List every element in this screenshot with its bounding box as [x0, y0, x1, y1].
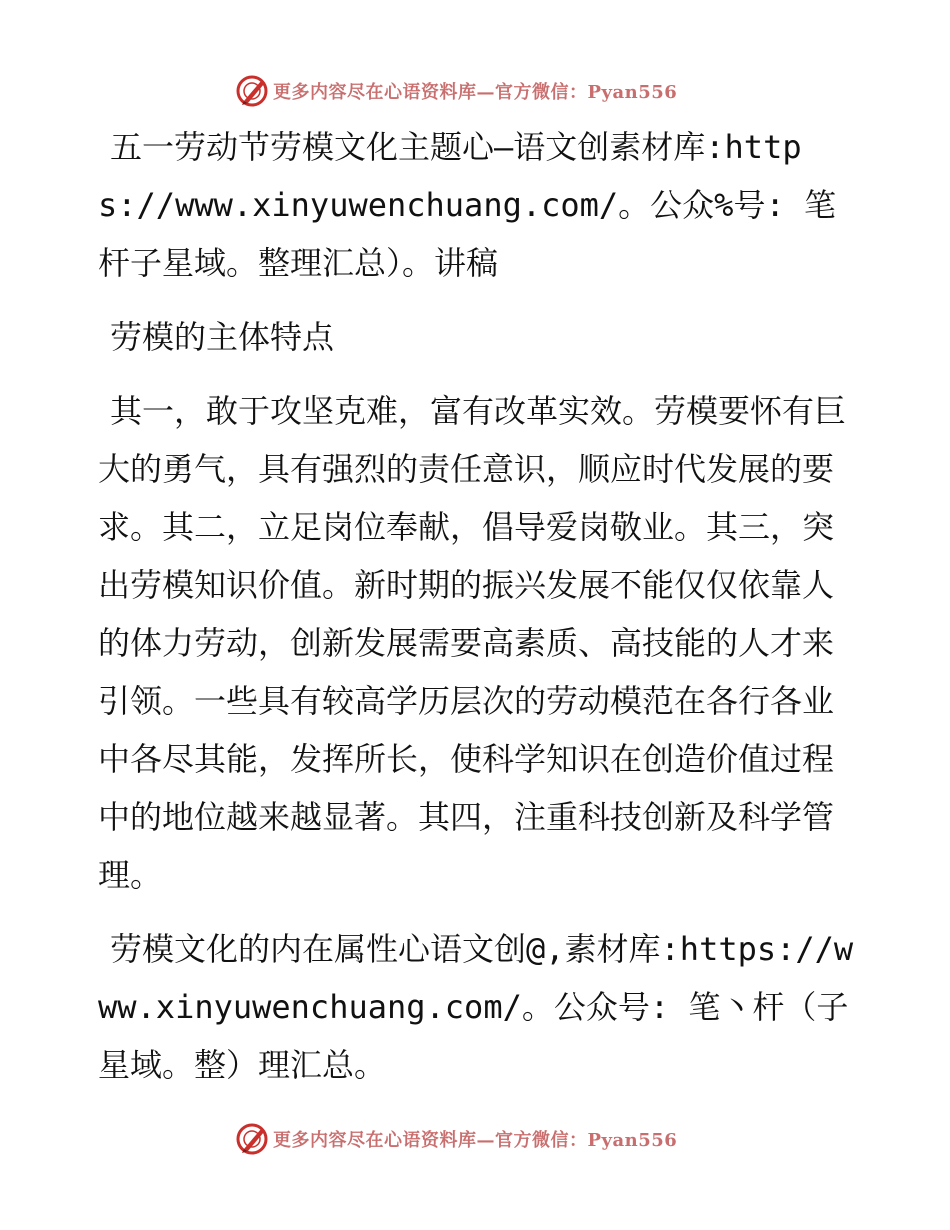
footer-watermark-text: 更多内容尽在心语资料库—官方微信：Pyan556: [273, 1130, 678, 1151]
paragraph-intro: 五一劳动节劳模文化主题心—语文创素材库:https://www.xinyuwenchuang.com/。公众%号: 笔杆子星域。整理汇总）。讲稿: [98, 128, 836, 282]
pen-logo-icon: [235, 1122, 269, 1156]
header-watermark-text: 更多内容尽在心语资料库—官方微信：Pyan556: [273, 82, 678, 103]
document-body: [98, 118, 858, 1094]
pen-logo-icon: [235, 74, 269, 108]
paragraph-attributes: 劳模文化的内在属性心语文创@,素材库:https://www.xinyuwenchuang.com/。公众号: 笔丶杆（子星域。整）理汇总。: [98, 930, 854, 1084]
paragraph-features: 其一，敢于攻坚克难，富有改革实效。劳模要怀有巨大的勇气，具有强烈的责任意识，顺应时代发展的要求。其二，立足岗位奉献，倡导爱岗敬业。其三，突出劳模知识价值。新时期的振兴发展不能仅仅依靠人的体力劳动，创新发展需要高素质、高技能的人才来引领。一些具有较高学历层次的劳动模范在各行各业中各尽其能，发挥所长，使科学知识在创造价值过程中的地位越来越显著。其四，注重科技创新及科学管理。: [98, 392, 847, 894]
header-watermark-banner: [235, 74, 677, 108]
section-heading-features: 劳模的主体特点: [110, 318, 335, 356]
footer-watermark-banner: [235, 1122, 677, 1156]
